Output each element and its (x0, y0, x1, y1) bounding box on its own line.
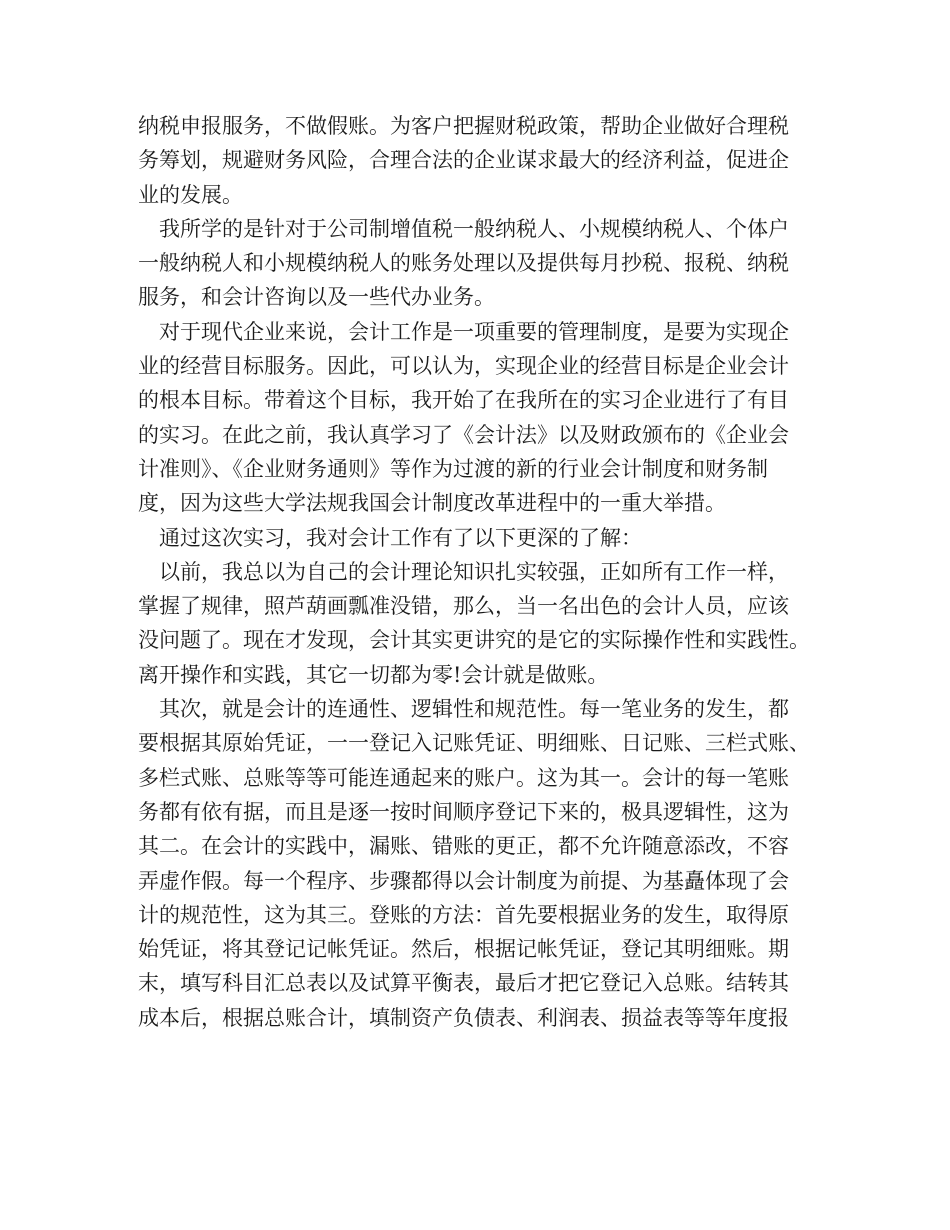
text-line: 弄虚作假。每一个程序、步骤都得以会计制度为前提、为基矗体现了会 (138, 868, 789, 893)
text-line: 其次，就是会计的连通性、逻辑性和规范性。每一笔业务的发生，都 (138, 697, 789, 722)
text-line: 离开操作和实践，其它一切都为零!会计就是做账。 (138, 662, 609, 687)
text-line: 业的经营目标服务。因此，可以认为，实现企业的经营目标是企业会计 (138, 354, 789, 379)
text-line: 始凭证，将其登记记帐凭证。然后，根据记帐凭证，登记其明细账。期 (138, 937, 789, 962)
text-line: 多栏式账、总账等等可能连通起来的账户。这为其一。会计的每一笔账 (138, 765, 789, 790)
text-line: 计的规范性，这为其三。登账的方法：首先要根据业务的发生，取得原 (138, 902, 789, 927)
text-line: 计准则》、《企业财务通则》等作为过渡的新的行业会计制度和财务制 (138, 456, 768, 481)
text-line: 没问题了。现在才发现，会计其实更讲究的是它的实际操作性和实践性。 (138, 628, 810, 653)
text-line: 务都有依有据，而且是逐一按时间顺序登记下来的，极具逻辑性，这为 (138, 799, 789, 824)
text-line: 对于现代企业来说，会计工作是一项重要的管理制度，是要为实现企 (138, 319, 789, 344)
text-line: 我所学的是针对于公司制增值税一般纳税人、小规模纳税人、个体户 (138, 216, 789, 241)
text-line: 服务，和会计咨询以及一些代办业务。 (138, 285, 495, 310)
text-line: 要根据其原始凭证，一一登记入记账凭证、明细账、日记账、三栏式账、 (138, 731, 810, 756)
body-text (138, 109, 828, 1035)
text-line: 一般纳税人和小规模纳税人的账务处理以及提供每月抄税、报税、纳税 (138, 251, 789, 276)
text-line: 其二。在会计的实践中，漏账、错账的更正，都不允许随意添改，不容 (138, 834, 789, 859)
text-line: 业的发展。 (138, 182, 243, 207)
text-line: 末，填写科目汇总表以及试算平衡表，最后才把它登记入总账。结转其 (138, 971, 789, 996)
text-line: 成本后，根据总账合计，填制资产负债表、利润表、损益表等等年度报 (138, 1005, 789, 1030)
text-line: 的根本目标。带着这个目标，我开始了在我所在的实习企业进行了有目 (138, 388, 789, 413)
text-line: 掌握了规律，照芦葫画瓢准没错，那么，当一名出色的会计人员，应该 (138, 594, 789, 619)
text-line: 以前，我总以为自己的会计理论知识扎实较强，正如所有工作一样， (138, 559, 789, 584)
text-line: 纳税申报服务，不做假账。为客户把握财税政策，帮助企业做好合理税 (138, 114, 789, 138)
text-line: 的实习。在此之前，我认真学习了《会计法》以及财政颁布的《企业会 (138, 422, 789, 447)
text-line: 度，因为这些大学法规我国会计制度改革进程中的一重大举措。 (138, 491, 726, 516)
text-line: 务筹划，规避财务风险，合理合法的企业谋求最大的经济利益，促进企 (138, 148, 789, 173)
text-line: 通过这次实习，我对会计工作有了以下更深的了解： (138, 525, 642, 550)
